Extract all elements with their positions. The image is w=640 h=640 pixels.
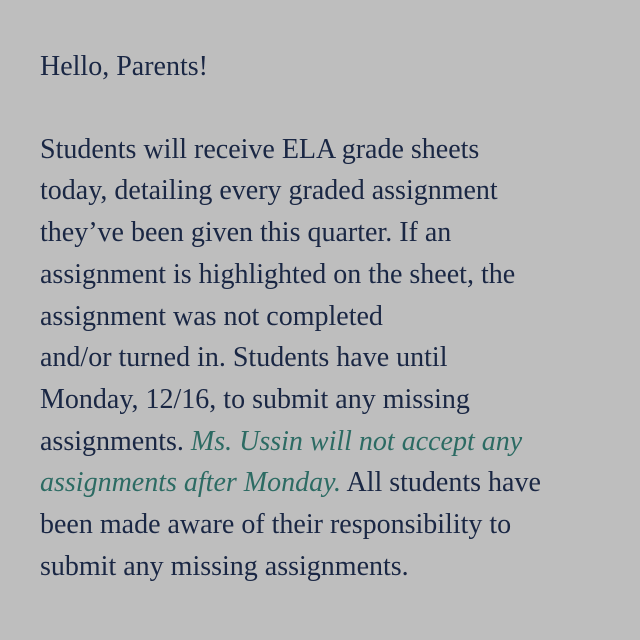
notice-line-6: and/or turned in. Students have until xyxy=(40,342,448,374)
notice-line-9-text: All students have xyxy=(341,467,541,499)
greeting-heading: Hello, Parents! xyxy=(40,51,208,82)
notice-line-2: today, detailing every graded assignment xyxy=(40,175,498,207)
notice-line-7: Monday, 12/16, to submit any missing xyxy=(40,383,470,415)
notice-line-8-text: assignments. xyxy=(40,425,191,457)
notice-line-9 xyxy=(40,462,604,504)
notice-line-3: they’ve been given this quarter. If an xyxy=(40,217,452,249)
notice-line-10: been made aware of their responsibility to xyxy=(40,509,512,541)
notice-line-1: Students will receive ELA grade sheets xyxy=(40,133,480,165)
deadline-warning-part-1: Ms. Ussin will not accept any xyxy=(190,425,523,457)
notice-line-11: submit any missing assignments. xyxy=(40,550,409,582)
deadline-warning-part-2: assignments after Monday. xyxy=(40,467,341,499)
notice-line-4: assignment is highlighted on the sheet, the xyxy=(40,258,516,290)
notice-line-8 xyxy=(40,421,604,463)
notice-body xyxy=(40,129,604,588)
notice-line-5: assignment was not completed xyxy=(40,300,383,332)
